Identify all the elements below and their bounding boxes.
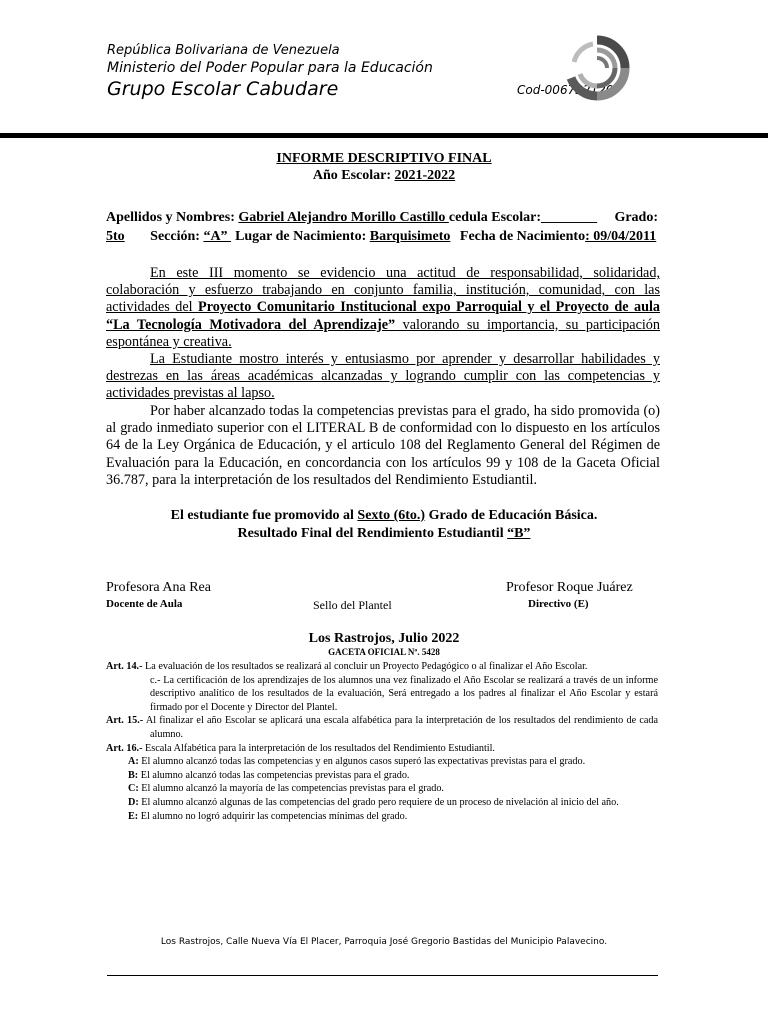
school-year: Año Escolar: 2021-2022 [312,168,456,183]
article-16: Art. 16.- Escala Alfabética para la interpretación de los resultados del Rendimiento Estudiantil. [106,742,495,754]
header-republic: República Bolivariana de Venezuela [107,43,340,58]
report-title: INFORME DESCRIPTIVO FINAL [276,151,492,166]
gaceta-reference: GACETA OFICIAL Nº. 5428 [328,647,440,657]
article-15: Art. 15.- Al finalizar el año Escolar se aplicará una escala alfabética para la interpretación de los resultados del rendimiento de cada alumno. [106,715,659,740]
project-names: Proyecto Comunitario Institucional expo Parroquial y el Proyecto de aula “La Tecnología Motivadora del Aprendizaje” [106,299,661,333]
cedula-blank: ________ [541,210,598,225]
paragraph-behavior: En este III momento se evidencio una actitud de responsabilidad, solidaridad, colaboración y esfuerzo trabajando en conjunto familia, institución, comunidad, con las actividades del Proyecto Comunitario Institucional expo Parroquial y el Proyecto de aula “La Tecnología Motivadora del Aprendizaje” valorando su importancia, su participación espontánea y creativa. [106,265,661,350]
header-divider [0,133,768,138]
scale-item-a: A: El alumno alcanzó todas las competencias y en algunos casos superó las expectativas previstas para el grado. [128,756,586,768]
scale-item-d: D: El alumno alcanzó algunas de las competencias del grado pero requiere de un proceso de nivelación al inicio del año. [128,796,619,808]
student-name: Gabriel Alejandro Morillo Castillo [238,210,449,225]
director-role: Directivo (E) [528,598,589,610]
final-result: “B” [507,525,531,541]
paragraph-interest: La Estudiante mostro interés y entusiasmo por aprender y desarrollar habilidades y destrezas en las áreas académicas alcanzadas y logrando cumplir con las competencias y actividades previstas al lapso. [106,351,660,402]
place-date: Los Rastrojos, Julio 2022 [308,631,460,646]
promotion-statement: El estudiante fue promovido al Sexto (6to.) Grado de Educación Básica. Resultado Final del Rendimiento Estudiantil “B” [170,508,598,541]
school-name: Grupo Escolar Cabudare [107,78,339,100]
teacher-role: Docente de Aula [106,598,183,610]
section-value: “A” [203,229,232,244]
paragraph-promotion: Por haber alcanzado todas la competencias previstas para el grado, ha sido promovida (o) al grado inmediato superior con el LITERAL B de conformidad con lo dispuesto en los artículos 64 de la Ley Orgánica de Educación, y el articulo 108 del Reglamento General del Régimen de Evaluación para la Educación, en concordancia con los artículos 99 y 108 de la Gaceta Oficial 36.787, para la interpretación de los resultados del Rendimiento Estudiantil. [106,403,660,488]
grade-label: Grado: [614,210,658,225]
school-seal-label: Sello del Plantel [313,598,392,612]
birthplace-value: Barquisimeto [369,229,451,244]
teacher-name: Profesora Ana Rea [106,580,211,595]
director-name: Profesor Roque Juárez [506,580,633,595]
footer-rule [107,975,658,976]
school-year-value: 2021-2022 [394,168,456,183]
article-14-c: c.- La certificación de los aprendizajes de los alumnos una vez finalizado el Año Escolar se realizará a través de un informe descriptivo analítico de los resultados de la evaluación, Será entregado a los padres al finalizar el Año Escolar y estará firmado por el Docente y Director del Plantel. [150,674,658,713]
article-14: Art. 14.- La evaluación de los resultados se realizará al concluir un Proyecto Pedagógico o al finalizar el Año Escolar. [106,661,588,672]
student-info-line-2: 5to Sección: “A” Lugar de Nacimiento: Barquisimeto Fecha de Nacimiento: 09/04/2011 [106,229,657,244]
birthdate-value: : 09/04/2011 [585,229,657,244]
school-logo [563,34,631,102]
scale-item-e: E: El alumno no logró adquirir las competencias mínimas del grado. [128,810,408,822]
scale-item-b: B: El alumno alcanzó todas las competencias previstas para el grado. [128,769,410,781]
student-info-line-1: Apellidos y Nombres: Gabriel Alejandro Morillo Castillo cedula Escolar:________ Grado: [106,210,658,225]
school-code: Cod-006732120 [517,83,614,97]
promoted-grade: Sexto (6to.) [357,508,426,523]
grade-value: 5to [106,229,125,244]
legal-articles [106,660,658,823]
footer-address: Los Rastrojos, Calle Nueva Vía El Placer, Parroquia José Gregorio Bastidas del Municipio Palavecino. [160,937,608,947]
scale-item-c: C: El alumno alcanzó la mayoría de las competencias previstas para el grado. [128,783,444,795]
header-ministry: Ministerio del Poder Popular para la Educación [107,60,433,76]
